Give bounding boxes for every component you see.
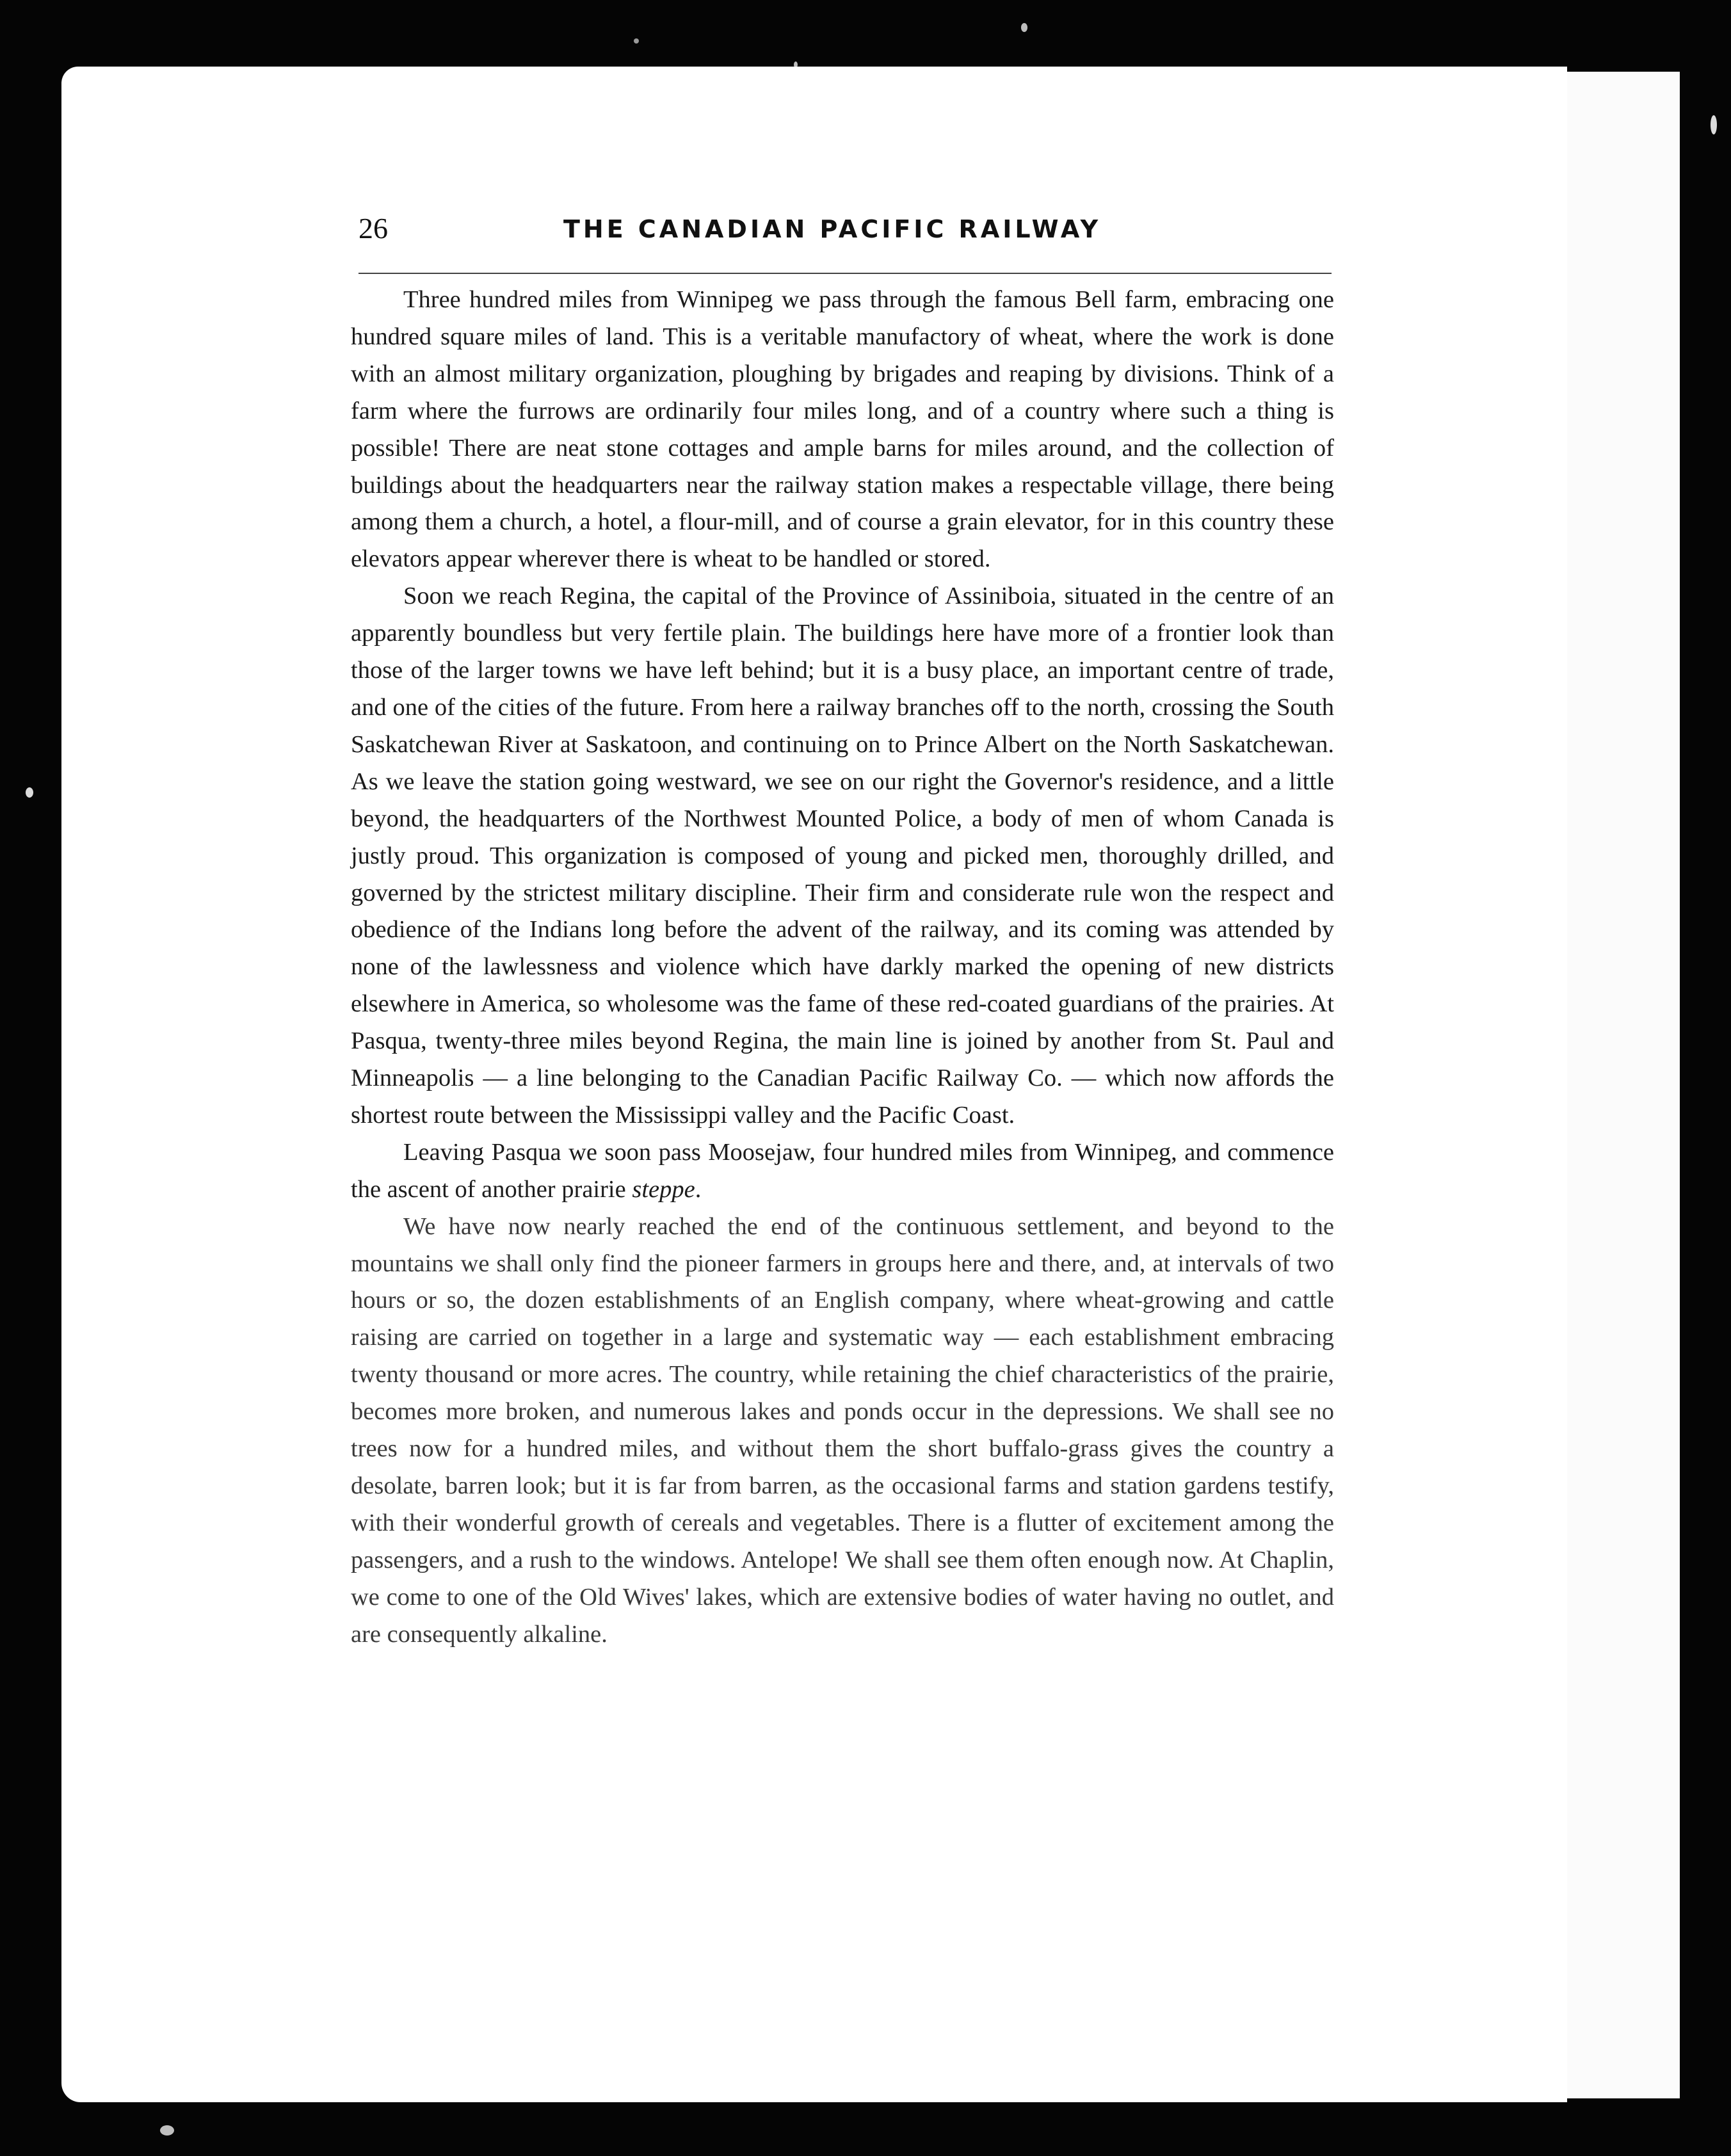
dust-speck	[1711, 115, 1717, 134]
running-title: THE CANADIAN PACIFIC RAILWAY	[563, 215, 1102, 243]
running-head	[358, 211, 1332, 262]
paragraph-settlement: We have now nearly reached the end of the continuous settlement, and beyond to the mountains we shall only find the pioneer farmers in groups here and there, and, at intervals of two hours or so, the dozen establishments of an English company, where wheat-growing and cattle raising are carried on together in a large and systematic way — each establishment embracing twenty thousand or more acres. The country, while retaining the chief characteristics of the prairie, becomes more broken, and numerous lakes and ponds occur in the depressions. We shall see no trees now for a hundred miles, and without them the short buffalo-grass gives the country a desolate, barren look; but it is far from barren, as the occasional farms and station gardens testify, with their wonderful growth of cereals and vegetables. There is a flutter of excitement among the passengers, and a rush to the windows. Antelope! We shall see them often enough now. At Chaplin, we come to one of the Old Wives' lakes, which are extensive bodies of water having no outlet, and are consequently alkaline.	[351, 1212, 1334, 1648]
italic-trailing-period: .	[695, 1175, 702, 1203]
body-text	[351, 282, 1334, 1653]
paragraph-regina: Soon we reach Regina, the capital of the Province of Assiniboia, situated in the centre of an apparently boundless but very fertile plain. The buildings here have more of a frontier look than those of the larger towns we have left behind; but it is a busy place, an important centre of trade, and one of the cities of the future. From here a railway branches off to the north, crossing the South Saskatchewan River at Saskatoon, and continuing on to Prince Albert on the North Saskatchewan. As we leave the station going westward, we see on our right the Governor's residence, and a little beyond, the headquarters of the Northwest Mounted Police, a body of men of whom Canada is justly proud. This organization is composed of young and picked men, thoroughly drilled, and governed by the strictest military discipline. Their firm and considerate rule won the respect and obedience of the Indians long before the advent of the railway, and its coming was attended by none of the lawlessness and violence which have darkly marked the opening of new districts elsewhere in America, so wholesome was the fame of these red-coated guardians of the prairies. At Pasqua, twenty-three miles beyond Regina, the main line is joined by another from St. Paul and Minneapolis — a line belonging to the Canadian Pacific Railway Co. — which now affords the shortest route between the Mississippi valley and the Pacific Coast.	[351, 583, 1334, 1129]
dust-speck	[634, 38, 639, 44]
paragraph-moosejaw	[351, 1134, 1334, 1209]
paragraph-moosejaw-text: Leaving Pasqua we soon pass Moosejaw, four hundred miles from Winnipeg, and commence the ascent of another prairie	[351, 1138, 1334, 1203]
dust-speck	[160, 2125, 174, 2136]
paragraph-bell-farm: Three hundred miles from Winnipeg we pass through the famous Bell farm, embracing one hundred square miles of land. This is a veritable manufactory of wheat, where the work is done with an almost military organization, ploughing by brigades and reaping by divisions. Think of a farm where the furrows are ordinarily four miles long, and of a country where such a thing is possible! There are neat stone cottages and ample barns for miles around, and the collection of buildings about the headquarters near the railway station makes a respectable village, there being among them a church, a hotel, a flour-mill, and of course a grain elevator, for in this country these elevators appear wherever there is wheat to be handled or stored.	[351, 286, 1334, 573]
dust-speck	[1021, 23, 1027, 32]
facing-page	[1548, 72, 1680, 2098]
header-rule	[358, 273, 1332, 274]
italic-word: steppe	[632, 1175, 695, 1203]
page-number: 26	[358, 212, 388, 245]
dust-speck	[26, 787, 33, 798]
